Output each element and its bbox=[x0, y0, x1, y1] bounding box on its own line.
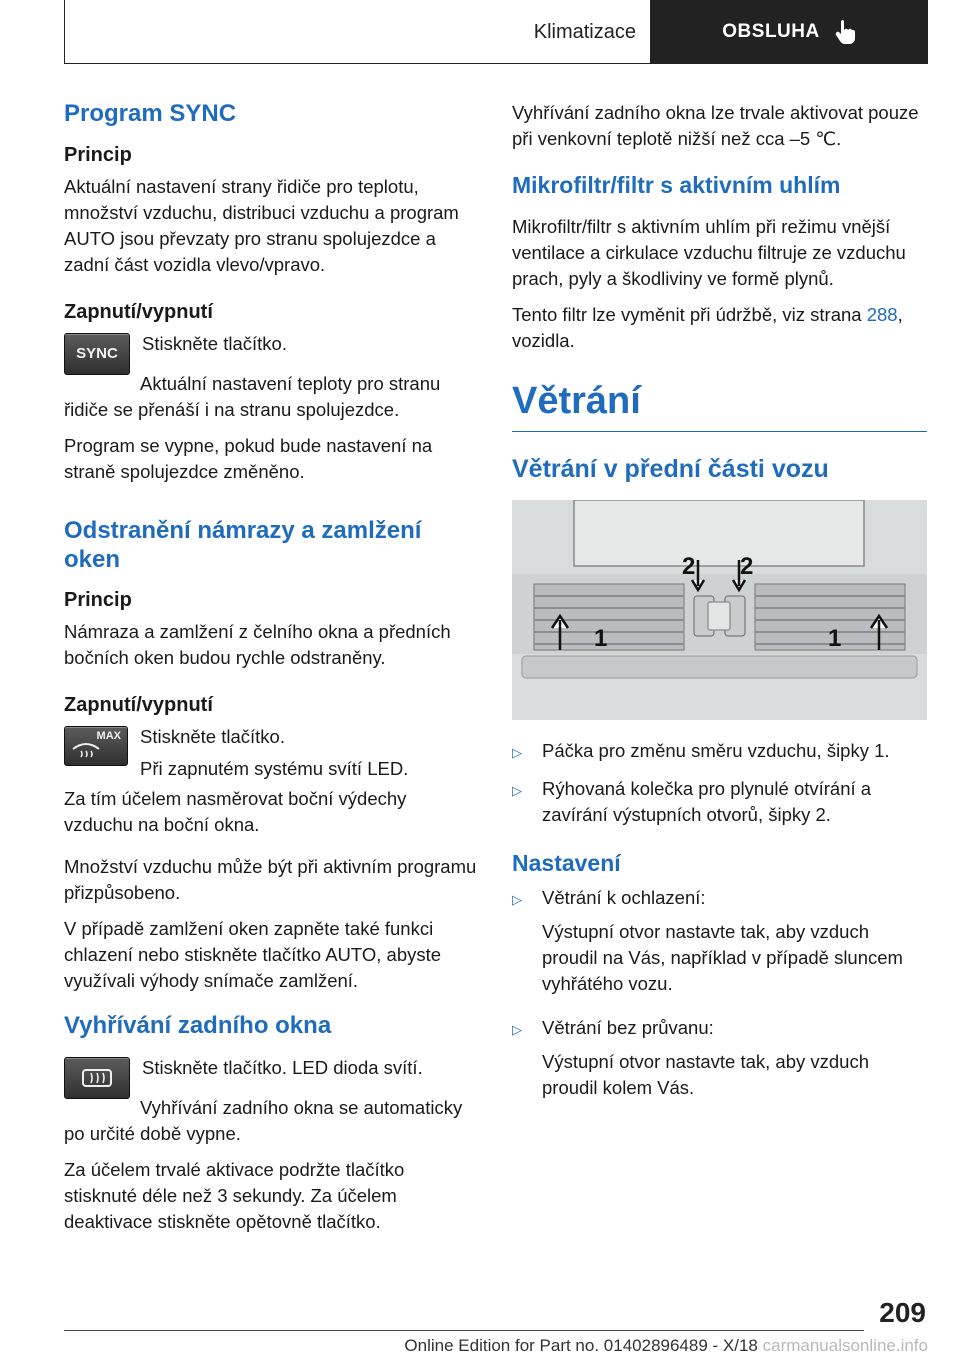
triangle-bullet-icon: ▷ bbox=[512, 744, 522, 760]
triangle-bullet-icon: ▷ bbox=[512, 1022, 522, 1038]
footer bbox=[64, 1336, 928, 1356]
vent-label-1-left: 1 bbox=[594, 624, 608, 652]
sync-button-icon: SYNC bbox=[64, 333, 130, 375]
filter-text-2a: Tento filtr lze vyměnit při údržbě, viz strana bbox=[512, 303, 867, 325]
rear-window-title: Vyhřívání zadního okna bbox=[64, 1012, 332, 1040]
header-section-title: Klimatizace bbox=[533, 20, 636, 43]
setting-head: Větrání bez průvanu: bbox=[542, 1017, 714, 1039]
setting-body: Výstupní otvor nastavte tak, aby vzduch proudil na Vás, například v případě sluncem vyhřátého vozu. bbox=[542, 921, 903, 995]
triangle-bullet-icon: ▷ bbox=[512, 892, 522, 908]
defrost-onoff-heading: Zapnutí/vypnutí bbox=[64, 694, 213, 717]
left-column bbox=[64, 100, 479, 1245]
front-vents-illustration bbox=[512, 500, 927, 720]
windshield-defrost-max-icon bbox=[64, 726, 128, 766]
rear-window-heating-icon bbox=[64, 1057, 130, 1099]
defrost-princip-heading: Princip bbox=[64, 589, 132, 612]
sync-button-row bbox=[64, 331, 479, 375]
page-number: 209 bbox=[879, 1297, 926, 1328]
defrost-button-row bbox=[64, 724, 479, 786]
sync-continuation-text: Aktuální nastavení teploty pro stranu řidiče se přenáší i na stranu spolujezdce. bbox=[64, 372, 441, 420]
vent-label-2-right: 2 bbox=[740, 552, 754, 580]
rear-press-text: Stiskněte tlačítko. LED dioda svítí. bbox=[142, 1057, 423, 1079]
rear-button-row bbox=[64, 1055, 479, 1099]
defrost-max-label: MAX bbox=[96, 730, 121, 743]
defrost-symbol-icon bbox=[71, 737, 101, 761]
rear-continuation-text: Vyhřívání zadního okna lze trvale aktivovat pouze při venkovní teplotě nižší než cca –5 ℃. bbox=[512, 102, 919, 149]
defrost-fog-text: V případě zamlžení oken zapněte také funkci chlazení nebo stiskněte tlačítko AUTO, abyste využívali výhody snímače zamlžení. bbox=[64, 918, 442, 992]
sync-press-text: Stiskněte tlačítko. bbox=[142, 332, 287, 354]
filter-text-2b: , vozidla. bbox=[512, 303, 903, 351]
list-item bbox=[512, 1015, 927, 1109]
footer-edition: Online Edition for Part no. 01402896489 - X/18 bbox=[404, 1336, 758, 1355]
header-chapter-tab bbox=[650, 0, 928, 64]
vent-label-2-left: 2 bbox=[682, 552, 696, 580]
footer-watermark: carmanualsonline.info bbox=[762, 1336, 928, 1355]
rear-hold-text: Za účelem trvalé aktivace podržte tlačítko stisknuté déle než 3 sekundy. Za účelem deaktivace stiskněte opětovně tlačítko. bbox=[64, 1159, 405, 1233]
list-item bbox=[512, 776, 927, 828]
triangle-bullet-icon: ▷ bbox=[512, 782, 522, 798]
defrost-direct-text: Za tím účelem nasměrovat boční výdechy vzduchu na boční okna. bbox=[64, 788, 407, 836]
filter-text-2 bbox=[512, 302, 927, 354]
header-chapter-label: OBSLUHA bbox=[722, 21, 820, 42]
sync-onoff-heading: Zapnutí/vypnutí bbox=[64, 300, 213, 323]
sync-off-text: Program se vypne, pokud bude nastavení na straně spolujezdce změněno. bbox=[64, 434, 433, 482]
bullet-text: Páčka pro změnu směru vzduchu, šipky 1. bbox=[542, 739, 890, 761]
front-ventilation-title: Větrání v přední části vozu bbox=[512, 454, 829, 483]
rear-auto-text: Vyhřívání zadního okna se automaticky po určité době vypne. bbox=[64, 1097, 463, 1145]
filter-text-1: Mikrofiltr/filtr s aktivním uhlím při režimu vnější ventilace a cirkulace vzduchu filtruje ze vzduchu prach, pyly a škodliviny ve formě plynů. bbox=[512, 215, 906, 289]
setting-head: Větrání k ochlazení: bbox=[542, 887, 706, 909]
footer-divider bbox=[64, 1330, 864, 1331]
right-column bbox=[512, 100, 927, 1119]
setting-body: Výstupní otvor nastavte tak, aby vzduch proudil kolem Vás. bbox=[542, 1051, 870, 1099]
list-item bbox=[512, 738, 927, 766]
defrost-press-text: Stiskněte tlačítko. bbox=[140, 726, 285, 748]
sync-princip-text: Aktuální nastavení strany řidiče pro teplotu, množství vzduchu, distribuci vzduchu a program AUTO jsou převzaty pro stranu spolujezdce a zadní část vozidla vlevo/vpravo. bbox=[64, 175, 459, 275]
defrost-amount-text: Množství vzduchu může být při aktivním programu přizpůsobeno. bbox=[64, 856, 477, 904]
list-item bbox=[512, 885, 927, 1005]
defrost-title: Odstranění námrazy a zamlžení oken bbox=[64, 516, 422, 573]
page-reference-link[interactable]: 288 bbox=[866, 303, 898, 325]
hand-pointer-icon bbox=[834, 19, 856, 45]
ventilation-chapter-title: Větrání bbox=[512, 380, 927, 432]
settings-title: Nastavení bbox=[512, 849, 621, 876]
defrost-princip-text: Námraza a zamlžení z čelního okna a předních bočních oken budou rychle odstraněny. bbox=[64, 621, 451, 669]
sync-princip-heading: Princip bbox=[64, 143, 132, 166]
bullet-text: Rýhovaná kolečka pro plynulé otvírání a zavírání výstupních otvorů, šipky 2. bbox=[542, 777, 872, 825]
defrost-led-text: Při zapnutém systému svítí LED. bbox=[140, 758, 409, 780]
vent-label-1-right: 1 bbox=[828, 624, 842, 652]
sync-title: Program SYNC bbox=[64, 100, 237, 127]
filter-title: Mikrofiltr/filtr s aktivním uhlím bbox=[512, 172, 841, 198]
rear-defrost-symbol-icon bbox=[80, 1066, 114, 1090]
